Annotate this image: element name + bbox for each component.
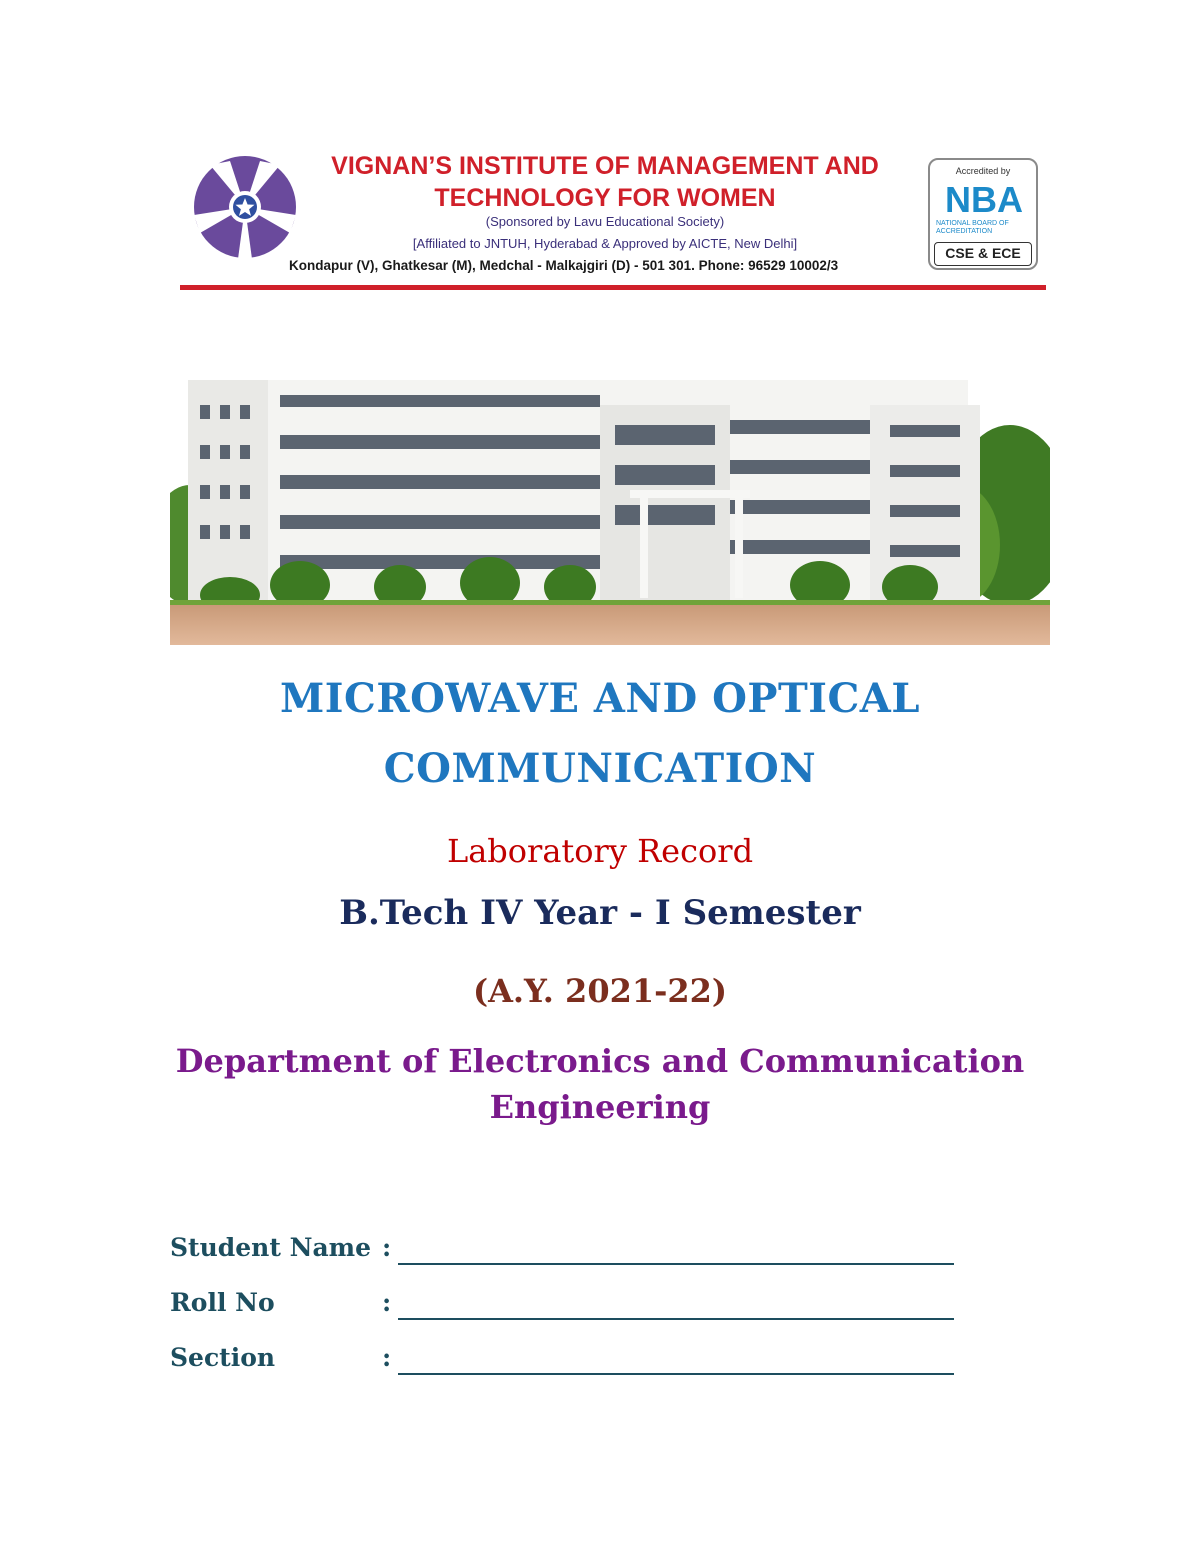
institute-name-line1: VIGNAN’S INSTITUTE OF MANAGEMENT AND [331,152,879,180]
institute-emblem-icon [190,155,300,260]
roll-no-label: Roll No [170,1288,275,1317]
record-type: Laboratory Record [446,832,754,870]
student-name-label: Student Name [170,1233,372,1262]
nba-logo-icon [938,180,1030,216]
campus-building-photo [170,345,1050,645]
student-name-separator: : [382,1233,392,1262]
nba-accreditation-badge [928,158,1038,270]
header-divider [180,285,1046,290]
sponsor-text: (Sponsored by Lavu Educational Society) [485,214,725,229]
roll-no-field[interactable] [398,1318,954,1320]
institute-name-line2: TECHNOLOGY FOR WOMEN [434,184,776,212]
accredited-by-label: Accredited by [955,166,1011,176]
section-field[interactable] [398,1373,954,1375]
affiliation-text: [Affiliated to JNTUH, Hyderabad & Approved by AICTE, New Delhi] [412,236,798,251]
nba-board-text: NATIONAL BOARD OF ACCREDITATION [936,220,1009,235]
address-text: Kondapur (V), Ghatkesar (M), Medchal - Malkajgiri (D) - 501 301. Phone: 96529 10002/3 [289,258,839,273]
roll-no-separator: : [382,1288,392,1317]
course-title-line1: MICROWAVE AND OPTICAL [280,675,920,722]
program-semester: B.Tech IV Year - I Semester [339,893,861,933]
accredited-programs-label: CSE & ECE [934,242,1032,266]
section-separator: : [382,1343,392,1372]
student-name-field[interactable] [398,1263,954,1265]
course-title-line2: COMMUNICATION [383,745,817,792]
department-name-line1: Department of Electronics and Communication [175,1042,1025,1080]
section-label: Section [170,1343,276,1372]
academic-year: (A.Y. 2021-22) [472,972,728,1010]
nba-logo-text: NBA [945,180,1023,216]
department-name-line2: Engineering [489,1088,711,1126]
